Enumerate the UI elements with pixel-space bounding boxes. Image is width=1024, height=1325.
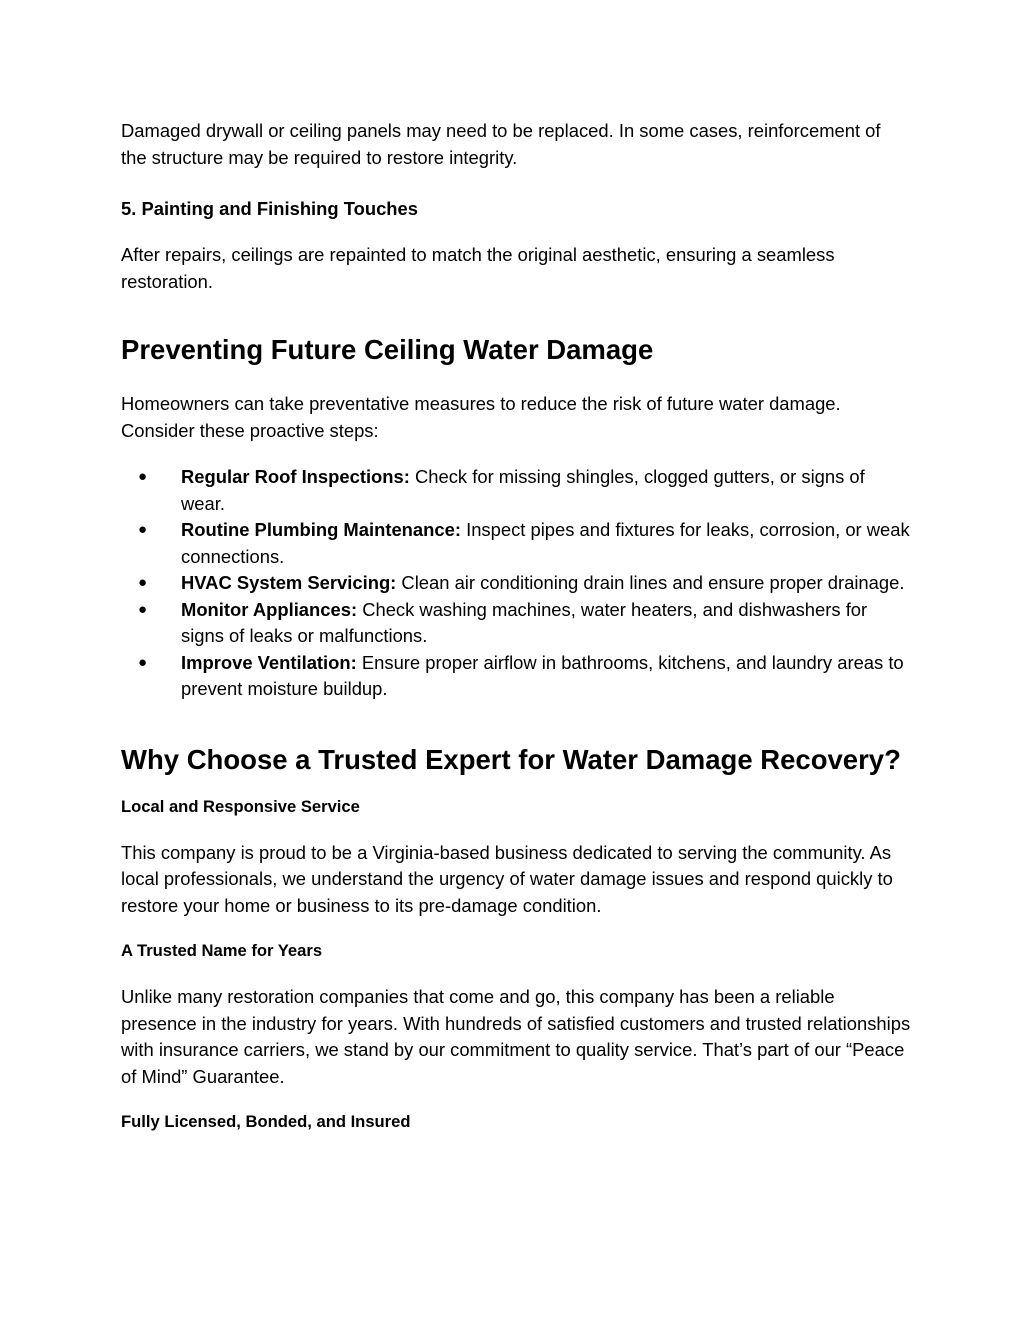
list-item-term: Routine Plumbing Maintenance:: [181, 519, 461, 540]
document-page: [121, 118, 911, 1134]
prevent-heading: Preventing Future Ceiling Water Damage: [121, 334, 654, 365]
list-item-term: Monitor Appliances:: [181, 598, 358, 620]
bullet-icon: ●: [138, 521, 148, 538]
local-heading: Local and Responsive Service: [121, 796, 360, 816]
list-item: [121, 650, 911, 703]
list-item-text: Check for missing shingles, clogged gutters, or signs of wear.: [181, 466, 865, 514]
prevent-list: [121, 464, 911, 703]
bullet-icon: ●: [138, 600, 148, 618]
bullet-icon: ●: [138, 574, 148, 591]
list-item-term: Regular Roof Inspections:: [181, 466, 410, 487]
list-item-text: Inspect pipes and fixtures for leaks, corrosion, or weak connections.: [181, 519, 910, 567]
list-item: [121, 597, 911, 650]
list-item: [121, 517, 911, 570]
list-item-text: Check washing machines, water heaters, and dishwashers for signs of leaks or malfunctions.: [181, 598, 868, 646]
step5-heading: 5. Painting and Finishing Touches: [121, 198, 418, 219]
list-item-term: HVAC System Servicing:: [181, 572, 397, 593]
local-paragraph: This company is proud to be a Virginia-based business dedicated to serving the community. As local professionals, we understand the urgency of water damage issues and respond quickly to restore your home or business to its pre-damage condition.: [121, 841, 893, 916]
why-heading: Why Choose a Trusted Expert for Water Damage Recovery?: [121, 743, 901, 775]
list-item-text: Ensure proper airflow in bathrooms, kitchens, and laundry areas to prevent moisture buildup.: [181, 651, 904, 699]
list-item-text: Clean air conditioning drain lines and ensure proper drainage.: [396, 572, 905, 593]
trusted-heading: A Trusted Name for Years: [121, 941, 323, 960]
licensed-heading: Fully Licensed, Bonded, and Insured: [121, 1112, 411, 1131]
intro-paragraph: Damaged drywall or ceiling panels may need to be replaced. In some cases, reinforcement of the structure may be required to restore integrity.: [121, 120, 881, 168]
prevent-intro: Homeowners can take preventative measures to reduce the risk of future water damage. Consider these proactive steps:: [121, 393, 841, 441]
bullet-icon: ●: [138, 468, 148, 485]
step5-paragraph: After repairs, ceilings are repainted to match the original aesthetic, ensuring a seamless restoration.: [121, 244, 835, 292]
list-item-term: Improve Ventilation:: [181, 651, 357, 673]
list-item: [121, 464, 911, 517]
bullet-icon: ●: [138, 653, 148, 671]
list-item: [121, 570, 911, 597]
trusted-paragraph: Unlike many restoration companies that come and go, this company has been a reliable presence in the industry for years. With hundreds of satisfied customers and trusted relationships with insurance carriers, we stand by our commitment to quality service. That’s part of our “Peace of Mind” Guarantee.: [121, 986, 911, 1087]
